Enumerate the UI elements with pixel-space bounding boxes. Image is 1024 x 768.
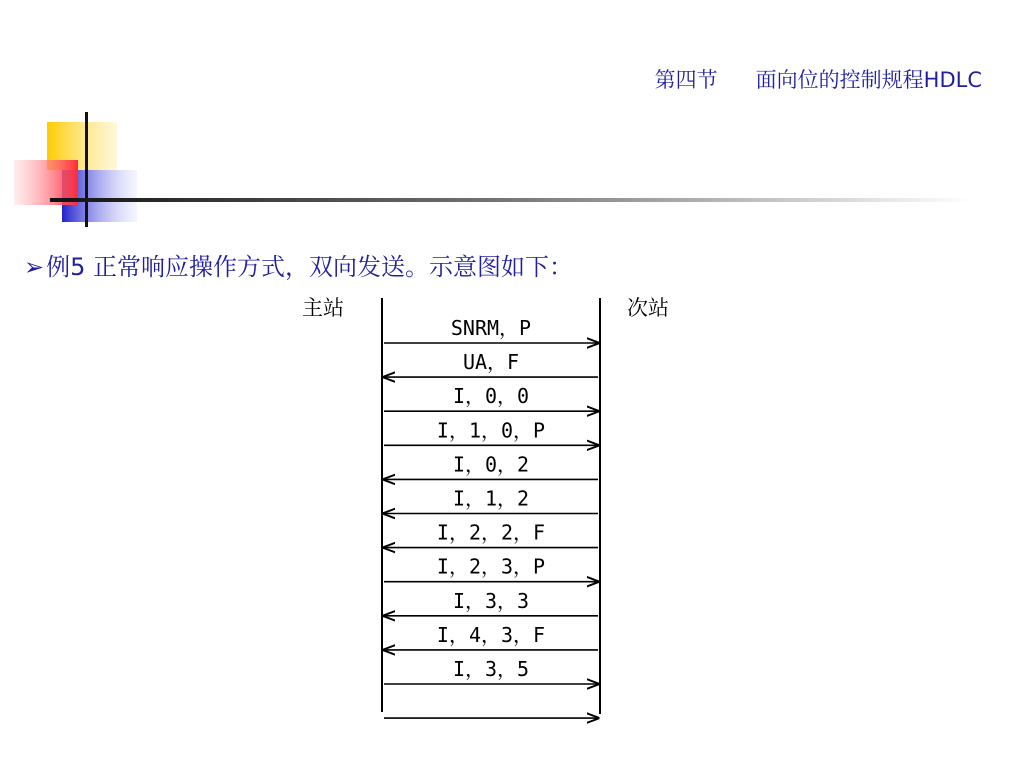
frame-label: I，2，2，F [436,520,546,545]
frame-label: I，0，2 [452,452,530,477]
frame-label: I，0，0 [452,384,530,409]
slide-title: 面向位的控制规程HDLC [755,68,982,92]
frames-group [384,316,598,718]
frame-label: I，1，2 [452,486,530,511]
arrow-bullet-icon: ➢ [24,253,45,281]
frame-label: UA，F [462,350,520,375]
frame-label: I，2，3，P [436,554,546,579]
example-text: 例5 正常响应操作方式，双向发送。示意图如下： [46,253,574,281]
section-label: 第四节 [654,68,718,92]
frame-label: I，3，3 [452,588,530,613]
frame-label: SNRM，P [450,316,532,340]
frame-label: I，4，3，F [436,622,546,647]
primary-station-label: 主站 [302,296,344,320]
frame-label: I，3，5 [452,657,530,681]
secondary-station-label: 次站 [627,296,669,320]
frame-label: I，1，0，P [436,418,546,443]
